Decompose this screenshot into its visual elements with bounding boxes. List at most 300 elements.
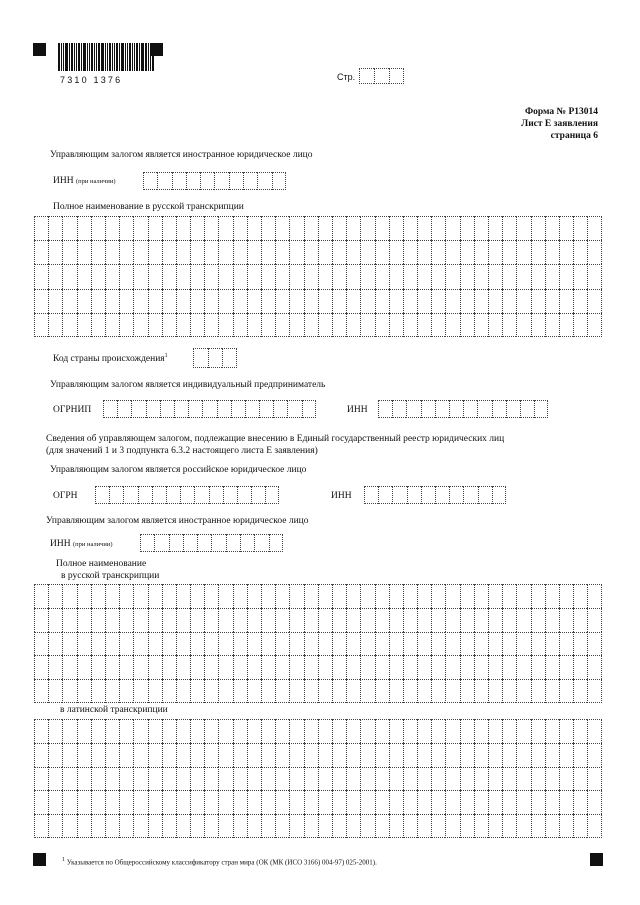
char-cell[interactable] bbox=[304, 655, 318, 679]
char-cell[interactable] bbox=[62, 790, 76, 814]
char-cell[interactable] bbox=[148, 679, 162, 703]
char-cell[interactable] bbox=[162, 584, 176, 608]
char-cell[interactable] bbox=[488, 814, 502, 838]
char-cell[interactable] bbox=[474, 679, 488, 703]
char-cell[interactable] bbox=[133, 814, 147, 838]
char-cell[interactable] bbox=[502, 814, 516, 838]
char-cell[interactable] bbox=[587, 679, 601, 703]
char-cell[interactable] bbox=[119, 767, 133, 791]
char-cell[interactable] bbox=[389, 68, 404, 84]
char-cell[interactable] bbox=[289, 679, 303, 703]
char-cell[interactable] bbox=[346, 240, 360, 264]
char-cell[interactable] bbox=[77, 790, 91, 814]
char-cell[interactable] bbox=[275, 679, 289, 703]
char-cell[interactable] bbox=[162, 264, 176, 288]
char-cell[interactable] bbox=[318, 790, 332, 814]
char-cell[interactable] bbox=[360, 767, 374, 791]
char-cell[interactable] bbox=[516, 679, 530, 703]
char-cell[interactable] bbox=[502, 632, 516, 656]
char-cell[interactable] bbox=[247, 719, 261, 743]
char-cell[interactable] bbox=[516, 743, 530, 767]
char-cell[interactable] bbox=[133, 719, 147, 743]
char-cell[interactable] bbox=[289, 264, 303, 288]
char-cell[interactable] bbox=[119, 584, 133, 608]
char-cell[interactable] bbox=[488, 719, 502, 743]
char-cell[interactable] bbox=[218, 584, 232, 608]
char-cell[interactable] bbox=[460, 608, 474, 632]
char-cell[interactable] bbox=[77, 289, 91, 313]
char-cell[interactable] bbox=[287, 400, 301, 418]
char-cell[interactable] bbox=[233, 743, 247, 767]
char-cell[interactable] bbox=[91, 632, 105, 656]
char-cell[interactable] bbox=[133, 289, 147, 313]
char-cell[interactable] bbox=[417, 632, 431, 656]
char-cell[interactable] bbox=[289, 240, 303, 264]
char-cell[interactable] bbox=[559, 743, 573, 767]
char-cell[interactable] bbox=[516, 790, 530, 814]
char-cell[interactable] bbox=[105, 679, 119, 703]
char-cell[interactable] bbox=[204, 584, 218, 608]
char-cell[interactable] bbox=[587, 216, 601, 240]
char-cell[interactable] bbox=[346, 655, 360, 679]
char-cell[interactable] bbox=[188, 400, 202, 418]
char-cell[interactable] bbox=[275, 719, 289, 743]
char-cell[interactable] bbox=[304, 743, 318, 767]
char-cell[interactable] bbox=[545, 289, 559, 313]
char-cell[interactable] bbox=[360, 814, 374, 838]
char-cell[interactable] bbox=[318, 240, 332, 264]
char-cell[interactable] bbox=[105, 790, 119, 814]
char-cell[interactable] bbox=[332, 719, 346, 743]
char-cell[interactable] bbox=[48, 313, 62, 337]
char-cell[interactable] bbox=[417, 790, 431, 814]
char-cell[interactable] bbox=[211, 534, 225, 552]
char-cell[interactable] bbox=[152, 486, 166, 504]
char-cell[interactable] bbox=[531, 632, 545, 656]
char-cell[interactable] bbox=[105, 216, 119, 240]
char-cell[interactable] bbox=[431, 719, 445, 743]
char-cell[interactable] bbox=[48, 719, 62, 743]
char-cell[interactable] bbox=[275, 814, 289, 838]
char-cell[interactable] bbox=[247, 240, 261, 264]
char-cell[interactable] bbox=[421, 400, 435, 418]
char-cell[interactable] bbox=[346, 584, 360, 608]
char-cell[interactable] bbox=[431, 584, 445, 608]
char-cell[interactable] bbox=[269, 534, 283, 552]
char-cell[interactable] bbox=[229, 172, 243, 190]
char-cell[interactable] bbox=[531, 289, 545, 313]
char-cell[interactable] bbox=[243, 172, 257, 190]
char-cell[interactable] bbox=[389, 814, 403, 838]
char-cell[interactable] bbox=[587, 743, 601, 767]
char-cell[interactable] bbox=[204, 216, 218, 240]
char-cell[interactable] bbox=[105, 313, 119, 337]
char-cell[interactable] bbox=[374, 68, 389, 84]
char-cell[interactable] bbox=[332, 814, 346, 838]
char-cell[interactable] bbox=[261, 632, 275, 656]
char-cell[interactable] bbox=[247, 264, 261, 288]
char-cell[interactable] bbox=[488, 584, 502, 608]
char-cell[interactable] bbox=[559, 679, 573, 703]
char-cell[interactable] bbox=[375, 608, 389, 632]
char-cell[interactable] bbox=[318, 655, 332, 679]
char-cell[interactable] bbox=[275, 216, 289, 240]
char-cell[interactable] bbox=[247, 655, 261, 679]
char-cell[interactable] bbox=[103, 400, 117, 418]
char-cell[interactable] bbox=[176, 655, 190, 679]
char-cell[interactable] bbox=[214, 172, 228, 190]
char-cell[interactable] bbox=[247, 289, 261, 313]
char-cell[interactable] bbox=[48, 814, 62, 838]
char-cell[interactable] bbox=[460, 655, 474, 679]
char-cell[interactable] bbox=[261, 767, 275, 791]
char-cell[interactable] bbox=[346, 216, 360, 240]
char-cell[interactable] bbox=[559, 289, 573, 313]
char-cell[interactable] bbox=[332, 679, 346, 703]
char-cell[interactable] bbox=[204, 264, 218, 288]
char-cell[interactable] bbox=[289, 790, 303, 814]
char-cell[interactable] bbox=[474, 289, 488, 313]
char-cell[interactable] bbox=[204, 719, 218, 743]
char-cell[interactable] bbox=[95, 486, 109, 504]
char-cell[interactable] bbox=[531, 743, 545, 767]
char-cell[interactable] bbox=[48, 240, 62, 264]
char-cell[interactable] bbox=[360, 632, 374, 656]
char-cell[interactable] bbox=[190, 216, 204, 240]
char-cell[interactable] bbox=[375, 719, 389, 743]
char-cell[interactable] bbox=[190, 790, 204, 814]
char-cell[interactable] bbox=[417, 313, 431, 337]
char-cell[interactable] bbox=[218, 814, 232, 838]
char-cell[interactable] bbox=[460, 584, 474, 608]
char-cell[interactable] bbox=[545, 584, 559, 608]
char-cell[interactable] bbox=[318, 632, 332, 656]
char-cell[interactable] bbox=[360, 240, 374, 264]
char-cell[interactable] bbox=[318, 679, 332, 703]
char-cell[interactable] bbox=[34, 632, 48, 656]
char-cell[interactable] bbox=[559, 767, 573, 791]
char-cell[interactable] bbox=[180, 486, 194, 504]
char-cell[interactable] bbox=[346, 719, 360, 743]
char-cell[interactable] bbox=[360, 743, 374, 767]
char-cell[interactable] bbox=[218, 289, 232, 313]
char-cell[interactable] bbox=[176, 240, 190, 264]
char-cell[interactable] bbox=[520, 400, 534, 418]
char-cell[interactable] bbox=[474, 240, 488, 264]
char-cell[interactable] bbox=[445, 240, 459, 264]
char-cell[interactable] bbox=[105, 743, 119, 767]
char-cell[interactable] bbox=[131, 400, 145, 418]
char-cell[interactable] bbox=[261, 264, 275, 288]
char-cell[interactable] bbox=[208, 348, 223, 368]
char-cell[interactable] bbox=[403, 719, 417, 743]
char-cell[interactable] bbox=[148, 767, 162, 791]
char-cell[interactable] bbox=[123, 486, 137, 504]
char-cell[interactable] bbox=[545, 767, 559, 791]
char-cell[interactable] bbox=[360, 790, 374, 814]
char-cell[interactable] bbox=[119, 313, 133, 337]
char-cell[interactable] bbox=[417, 264, 431, 288]
char-cell[interactable] bbox=[233, 216, 247, 240]
char-cell[interactable] bbox=[516, 216, 530, 240]
char-cell[interactable] bbox=[375, 313, 389, 337]
char-cell[interactable] bbox=[105, 289, 119, 313]
char-cell[interactable] bbox=[431, 264, 445, 288]
char-cell[interactable] bbox=[488, 608, 502, 632]
char-cell[interactable] bbox=[403, 790, 417, 814]
char-cell[interactable] bbox=[460, 814, 474, 838]
char-cell[interactable] bbox=[261, 743, 275, 767]
char-cell[interactable] bbox=[48, 632, 62, 656]
char-cell[interactable] bbox=[332, 584, 346, 608]
char-cell[interactable] bbox=[364, 486, 378, 504]
char-cell[interactable] bbox=[226, 534, 240, 552]
char-cell[interactable] bbox=[445, 313, 459, 337]
char-cell[interactable] bbox=[545, 679, 559, 703]
char-cell[interactable] bbox=[389, 240, 403, 264]
char-cell[interactable] bbox=[559, 264, 573, 288]
char-cell[interactable] bbox=[375, 790, 389, 814]
char-cell[interactable] bbox=[449, 400, 463, 418]
char-cell[interactable] bbox=[378, 400, 392, 418]
char-cell[interactable] bbox=[77, 313, 91, 337]
char-cell[interactable] bbox=[289, 655, 303, 679]
char-cell[interactable] bbox=[474, 632, 488, 656]
char-cell[interactable] bbox=[304, 719, 318, 743]
char-cell[interactable] bbox=[148, 608, 162, 632]
char-cell[interactable] bbox=[289, 743, 303, 767]
char-cell[interactable] bbox=[133, 632, 147, 656]
char-cell[interactable] bbox=[559, 608, 573, 632]
char-cell[interactable] bbox=[48, 790, 62, 814]
char-cell[interactable] bbox=[474, 743, 488, 767]
char-cell[interactable] bbox=[148, 289, 162, 313]
char-cell[interactable] bbox=[502, 264, 516, 288]
char-cell[interactable] bbox=[190, 584, 204, 608]
char-cell[interactable] bbox=[531, 767, 545, 791]
char-cell[interactable] bbox=[194, 486, 208, 504]
char-cell[interactable] bbox=[587, 767, 601, 791]
char-cell[interactable] bbox=[91, 216, 105, 240]
char-cell[interactable] bbox=[77, 743, 91, 767]
char-cell[interactable] bbox=[233, 313, 247, 337]
char-cell[interactable] bbox=[162, 632, 176, 656]
char-cell[interactable] bbox=[218, 632, 232, 656]
char-cell[interactable] bbox=[531, 814, 545, 838]
char-cell[interactable] bbox=[559, 632, 573, 656]
char-cell[interactable] bbox=[105, 584, 119, 608]
char-cell[interactable] bbox=[502, 767, 516, 791]
char-cell[interactable] bbox=[318, 814, 332, 838]
char-cell[interactable] bbox=[289, 719, 303, 743]
char-cell[interactable] bbox=[346, 313, 360, 337]
char-cell[interactable] bbox=[431, 767, 445, 791]
char-cell[interactable] bbox=[204, 814, 218, 838]
char-cell[interactable] bbox=[133, 313, 147, 337]
char-cell[interactable] bbox=[431, 743, 445, 767]
char-cell[interactable] bbox=[531, 719, 545, 743]
char-cell[interactable] bbox=[531, 584, 545, 608]
fullname-latin-grid[interactable] bbox=[34, 719, 602, 838]
char-cell[interactable] bbox=[233, 790, 247, 814]
char-cell[interactable] bbox=[34, 289, 48, 313]
char-cell[interactable] bbox=[77, 584, 91, 608]
char-cell[interactable] bbox=[218, 790, 232, 814]
char-cell[interactable] bbox=[166, 486, 180, 504]
char-cell[interactable] bbox=[190, 608, 204, 632]
char-cell[interactable] bbox=[138, 486, 152, 504]
char-cell[interactable] bbox=[77, 719, 91, 743]
char-cell[interactable] bbox=[531, 608, 545, 632]
char-cell[interactable] bbox=[251, 486, 265, 504]
char-cell[interactable] bbox=[119, 814, 133, 838]
char-cell[interactable] bbox=[245, 400, 259, 418]
char-cell[interactable] bbox=[190, 814, 204, 838]
char-cell[interactable] bbox=[445, 655, 459, 679]
char-cell[interactable] bbox=[445, 584, 459, 608]
char-cell[interactable] bbox=[247, 767, 261, 791]
char-cell[interactable] bbox=[545, 240, 559, 264]
char-cell[interactable] bbox=[148, 240, 162, 264]
char-cell[interactable] bbox=[417, 289, 431, 313]
char-cell[interactable] bbox=[389, 655, 403, 679]
char-cell[interactable] bbox=[34, 584, 48, 608]
char-cell[interactable] bbox=[233, 632, 247, 656]
char-cell[interactable] bbox=[389, 632, 403, 656]
char-cell[interactable] bbox=[176, 289, 190, 313]
char-cell[interactable] bbox=[157, 172, 171, 190]
char-cell[interactable] bbox=[133, 216, 147, 240]
char-cell[interactable] bbox=[502, 608, 516, 632]
char-cell[interactable] bbox=[133, 264, 147, 288]
char-cell[interactable] bbox=[403, 743, 417, 767]
char-cell[interactable] bbox=[545, 216, 559, 240]
char-cell[interactable] bbox=[478, 486, 492, 504]
char-cell[interactable] bbox=[389, 743, 403, 767]
char-cell[interactable] bbox=[91, 655, 105, 679]
char-cell[interactable] bbox=[257, 172, 271, 190]
char-cell[interactable] bbox=[403, 814, 417, 838]
char-cell[interactable] bbox=[460, 632, 474, 656]
char-cell[interactable] bbox=[545, 790, 559, 814]
char-cell[interactable] bbox=[474, 608, 488, 632]
char-cell[interactable] bbox=[545, 608, 559, 632]
char-cell[interactable] bbox=[488, 655, 502, 679]
ip-inn-field[interactable] bbox=[378, 400, 548, 418]
char-cell[interactable] bbox=[105, 264, 119, 288]
char-cell[interactable] bbox=[573, 216, 587, 240]
char-cell[interactable] bbox=[34, 313, 48, 337]
country-code-field[interactable] bbox=[193, 348, 237, 368]
char-cell[interactable] bbox=[360, 264, 374, 288]
char-cell[interactable] bbox=[77, 264, 91, 288]
char-cell[interactable] bbox=[233, 289, 247, 313]
char-cell[interactable] bbox=[233, 608, 247, 632]
char-cell[interactable] bbox=[332, 216, 346, 240]
char-cell[interactable] bbox=[492, 400, 506, 418]
char-cell[interactable] bbox=[477, 400, 491, 418]
char-cell[interactable] bbox=[247, 632, 261, 656]
char-cell[interactable] bbox=[474, 719, 488, 743]
char-cell[interactable] bbox=[516, 240, 530, 264]
char-cell[interactable] bbox=[261, 608, 275, 632]
char-cell[interactable] bbox=[403, 632, 417, 656]
char-cell[interactable] bbox=[143, 172, 157, 190]
char-cell[interactable] bbox=[261, 216, 275, 240]
char-cell[interactable] bbox=[403, 679, 417, 703]
char-cell[interactable] bbox=[77, 679, 91, 703]
char-cell[interactable] bbox=[531, 216, 545, 240]
char-cell[interactable] bbox=[77, 655, 91, 679]
char-cell[interactable] bbox=[154, 534, 168, 552]
char-cell[interactable] bbox=[148, 264, 162, 288]
char-cell[interactable] bbox=[48, 767, 62, 791]
char-cell[interactable] bbox=[587, 790, 601, 814]
char-cell[interactable] bbox=[105, 767, 119, 791]
char-cell[interactable] bbox=[502, 655, 516, 679]
char-cell[interactable] bbox=[48, 743, 62, 767]
char-cell[interactable] bbox=[587, 240, 601, 264]
char-cell[interactable] bbox=[117, 400, 131, 418]
char-cell[interactable] bbox=[375, 767, 389, 791]
char-cell[interactable] bbox=[34, 790, 48, 814]
char-cell[interactable] bbox=[573, 584, 587, 608]
char-cell[interactable] bbox=[133, 655, 147, 679]
char-cell[interactable] bbox=[431, 216, 445, 240]
char-cell[interactable] bbox=[105, 719, 119, 743]
char-cell[interactable] bbox=[474, 264, 488, 288]
char-cell[interactable] bbox=[48, 216, 62, 240]
char-cell[interactable] bbox=[289, 313, 303, 337]
char-cell[interactable] bbox=[474, 216, 488, 240]
char-cell[interactable] bbox=[389, 313, 403, 337]
char-cell[interactable] bbox=[375, 632, 389, 656]
char-cell[interactable] bbox=[545, 719, 559, 743]
char-cell[interactable] bbox=[389, 608, 403, 632]
char-cell[interactable] bbox=[375, 289, 389, 313]
char-cell[interactable] bbox=[375, 679, 389, 703]
char-cell[interactable] bbox=[204, 313, 218, 337]
char-cell[interactable] bbox=[148, 790, 162, 814]
char-cell[interactable] bbox=[332, 313, 346, 337]
char-cell[interactable] bbox=[162, 814, 176, 838]
char-cell[interactable] bbox=[587, 608, 601, 632]
char-cell[interactable] bbox=[389, 216, 403, 240]
char-cell[interactable] bbox=[375, 655, 389, 679]
char-cell[interactable] bbox=[545, 632, 559, 656]
char-cell[interactable] bbox=[545, 814, 559, 838]
char-cell[interactable] bbox=[204, 790, 218, 814]
char-cell[interactable] bbox=[204, 767, 218, 791]
char-cell[interactable] bbox=[360, 289, 374, 313]
char-cell[interactable] bbox=[190, 743, 204, 767]
char-cell[interactable] bbox=[77, 240, 91, 264]
russian-inn-field[interactable] bbox=[364, 486, 506, 504]
char-cell[interactable] bbox=[48, 608, 62, 632]
char-cell[interactable] bbox=[304, 216, 318, 240]
char-cell[interactable] bbox=[302, 400, 316, 418]
char-cell[interactable] bbox=[318, 743, 332, 767]
char-cell[interactable] bbox=[119, 679, 133, 703]
char-cell[interactable] bbox=[318, 264, 332, 288]
char-cell[interactable] bbox=[62, 240, 76, 264]
char-cell[interactable] bbox=[190, 679, 204, 703]
char-cell[interactable] bbox=[275, 790, 289, 814]
char-cell[interactable] bbox=[559, 655, 573, 679]
char-cell[interactable] bbox=[231, 400, 245, 418]
char-cell[interactable] bbox=[531, 240, 545, 264]
char-cell[interactable] bbox=[261, 584, 275, 608]
